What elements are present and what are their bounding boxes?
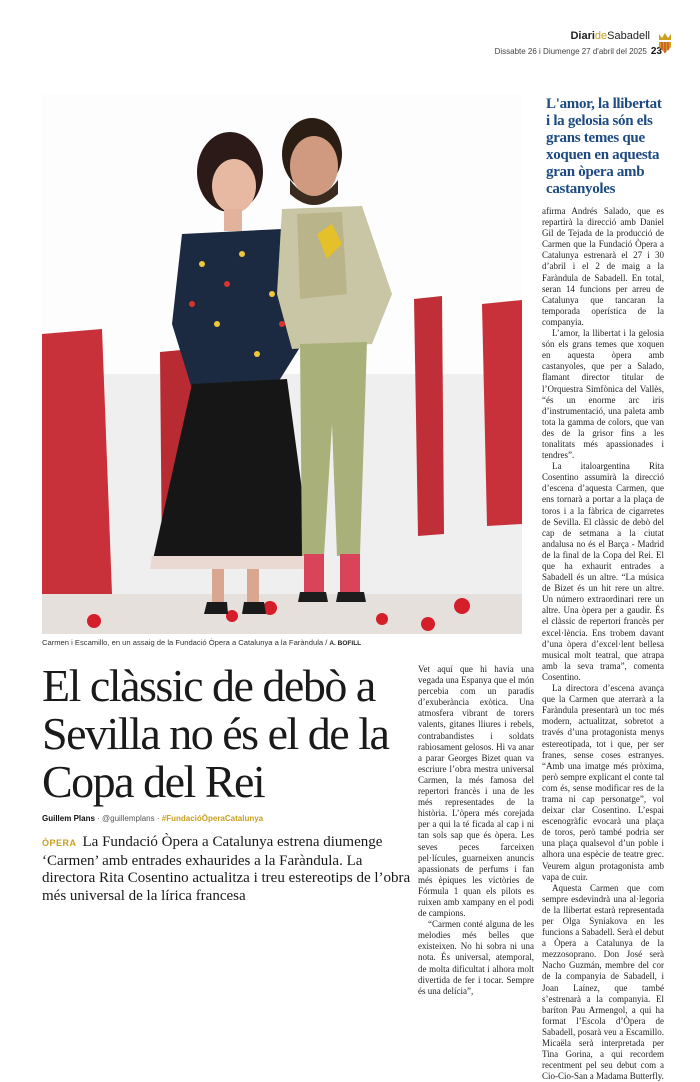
byline bbox=[42, 814, 263, 823]
author-name: Guillem Plans bbox=[42, 814, 95, 823]
crown-shield-icon bbox=[656, 32, 674, 54]
photo-credit: A. BOFILL bbox=[329, 640, 362, 647]
photo-caption: Carmen i Escamillo, en un assaig de la Fundació Òpera a Catalunya a la Faràndula / A. BOFILL bbox=[42, 638, 362, 647]
article-column-right bbox=[542, 206, 664, 1082]
hashtag: #FundacióÒperaCatalunya bbox=[161, 814, 264, 823]
paragraph: Aquesta Carmen que com sempre esdevindrà una al·legoria de la llibertat estarà representada per Olga Syniakova en les funcions a Sabadell. Serà el debut a Òpera a Catalunya de la mezzosoprano. Don José serà Nacho Guzmán, membre del cor de la companyia de Sabadell, i Joan Laínez, que també s’estrenarà a la companyia. El baríton Pau Armengol, a qui ha format l’Escola d’Òpera de Sabadell, posarà veu a Escamillo. Micaëla serà interpretada per Tina Gorina, a qui recordem recentment pel seu debut com a Cio-Cio-San a Madama Butterfly. bbox=[542, 882, 664, 1082]
paragraph: afirma Andrés Salado, que es repartirà la direcció amb Daniel Gil de Tejada de la producció de Carmen que la Fundació Òpera a Catalunya estrenarà el 27 i 30 d’abril i el 2 de maig a la Faràndula de Sabadell. En total, seran 14 funcions per arreu de Catalunya que tancaran la temporada operística de la companyia. bbox=[542, 206, 664, 327]
lede: ÒPERA La Fundació Òpera a Catalunya estrena diumenge ‘Carmen’ amb entrades exhaurides a la Faràndula. La directora Rita Cosentino actualitza i treu estereotips de l’obra més universal de la lírica francesa bbox=[42, 834, 411, 904]
headline: El clàssic de debò a Sevilla no és el de la Copa del Rei bbox=[42, 660, 389, 807]
page-number: 23 bbox=[650, 46, 662, 57]
paragraph: L’amor, la llibertat i la gelosia són els grans temes que xoquen en aquesta òpera amb castanyoles, que per a Salado, flamant director titular de l’Orquestra Simfònica del Vallès, “és un enorme arc iris d’instrumentació, una paleta amb tota la gamma de colors, que van des de la grisor fins a les tonalitats més apassionades i tendres”. bbox=[542, 328, 664, 461]
pull-quote: L'amor, la llibertat i la gelosia són els grans temes que xoquen en aquesta gran òpera amb castanyoles bbox=[546, 96, 662, 197]
author-handle: · @guillemplans · bbox=[97, 814, 160, 823]
paragraph: Vet aquí que hi havia una vegada una Espanya que el món percebia com un paradís d’exuberància exòtica. Una atmosfera vibrant de torers valents, gitanes lliures i rebels, contrabandistes i soldats rabiosament gelosos. Hi va anar a parar Georges Bizet quan va escriure l’obra mestra universal Carmen, la més famosa del repertori francès i una de les més representades de la història. L’òpera més corejada per a qui la té ficada al cap i ni tan sols sap que és òpera. Les seves peces farceixen pel·lícules, guarneixen anuncis apassionats de perfums i fan més èpiques les victòries de Fórmula 1 quan els pilots es ruixen amb xampany en el podi de campions. bbox=[418, 664, 534, 919]
paragraph: “Carmen conté alguna de les melodies més belles que existeixen. No hi sobra ni una nota. És universal, atemporal, de molta dificultat i alhora molt divertida de fer i tocar. Sempre és una delícia”, bbox=[418, 919, 534, 996]
section-label: ÒPERA bbox=[42, 838, 77, 848]
article-photo bbox=[42, 94, 522, 634]
paragraph: La italoargentina Rita Cosentino assumirà la direcció d’escena d’aquesta Carmen, que ens tornarà a portar a la plaça de toros i a la fàbrica de cigarretes de Sevilla. El clàssic de debò del cap de setmana a la ciutat andalusa no és el Barça - Madrid de la final de la Copa del Rei. El que ha exhaurit entrades a Sabadell és un altre. “La música de Bizet és un hit rere un altre. Un número extraordinari rere un altre. Una òpera per a gaudir. És el clàssic de repertori francès per excel·lència. Ens trobem davant d’una òpera d’excel·lent bellesa musical molt teatral, que atrapa amb la seva trama”, comenta Cosentino. bbox=[542, 461, 664, 682]
newspaper-brand: DiarideSabadell bbox=[570, 30, 650, 42]
article-column-middle bbox=[418, 664, 534, 997]
issue-date: Dissabte 26 i Diumenge 27 d'abril del 2025 23 bbox=[494, 46, 662, 57]
paragraph: La directora d’escena avança que la Carmen que aterrarà a la Faràndula presentarà un toc més modern, actualitzat, sobretot a través d’una protagonista menys estereotipada, tot i que, per ser franes, sense coses estranyes. “Amb una imatge més pròxima, però sempre explicant el conte tal com és, sense modificar res de la trama ni cap personatge”, vol deixar clar Cosentino. L’espai escenogràfic evocarà una plaça de toros, però també podria ser una plaça qualsevol d’un poble i alhora una espècie de teatre grec. Veurem algun protagonista amb vapa de cuir. bbox=[542, 683, 664, 882]
